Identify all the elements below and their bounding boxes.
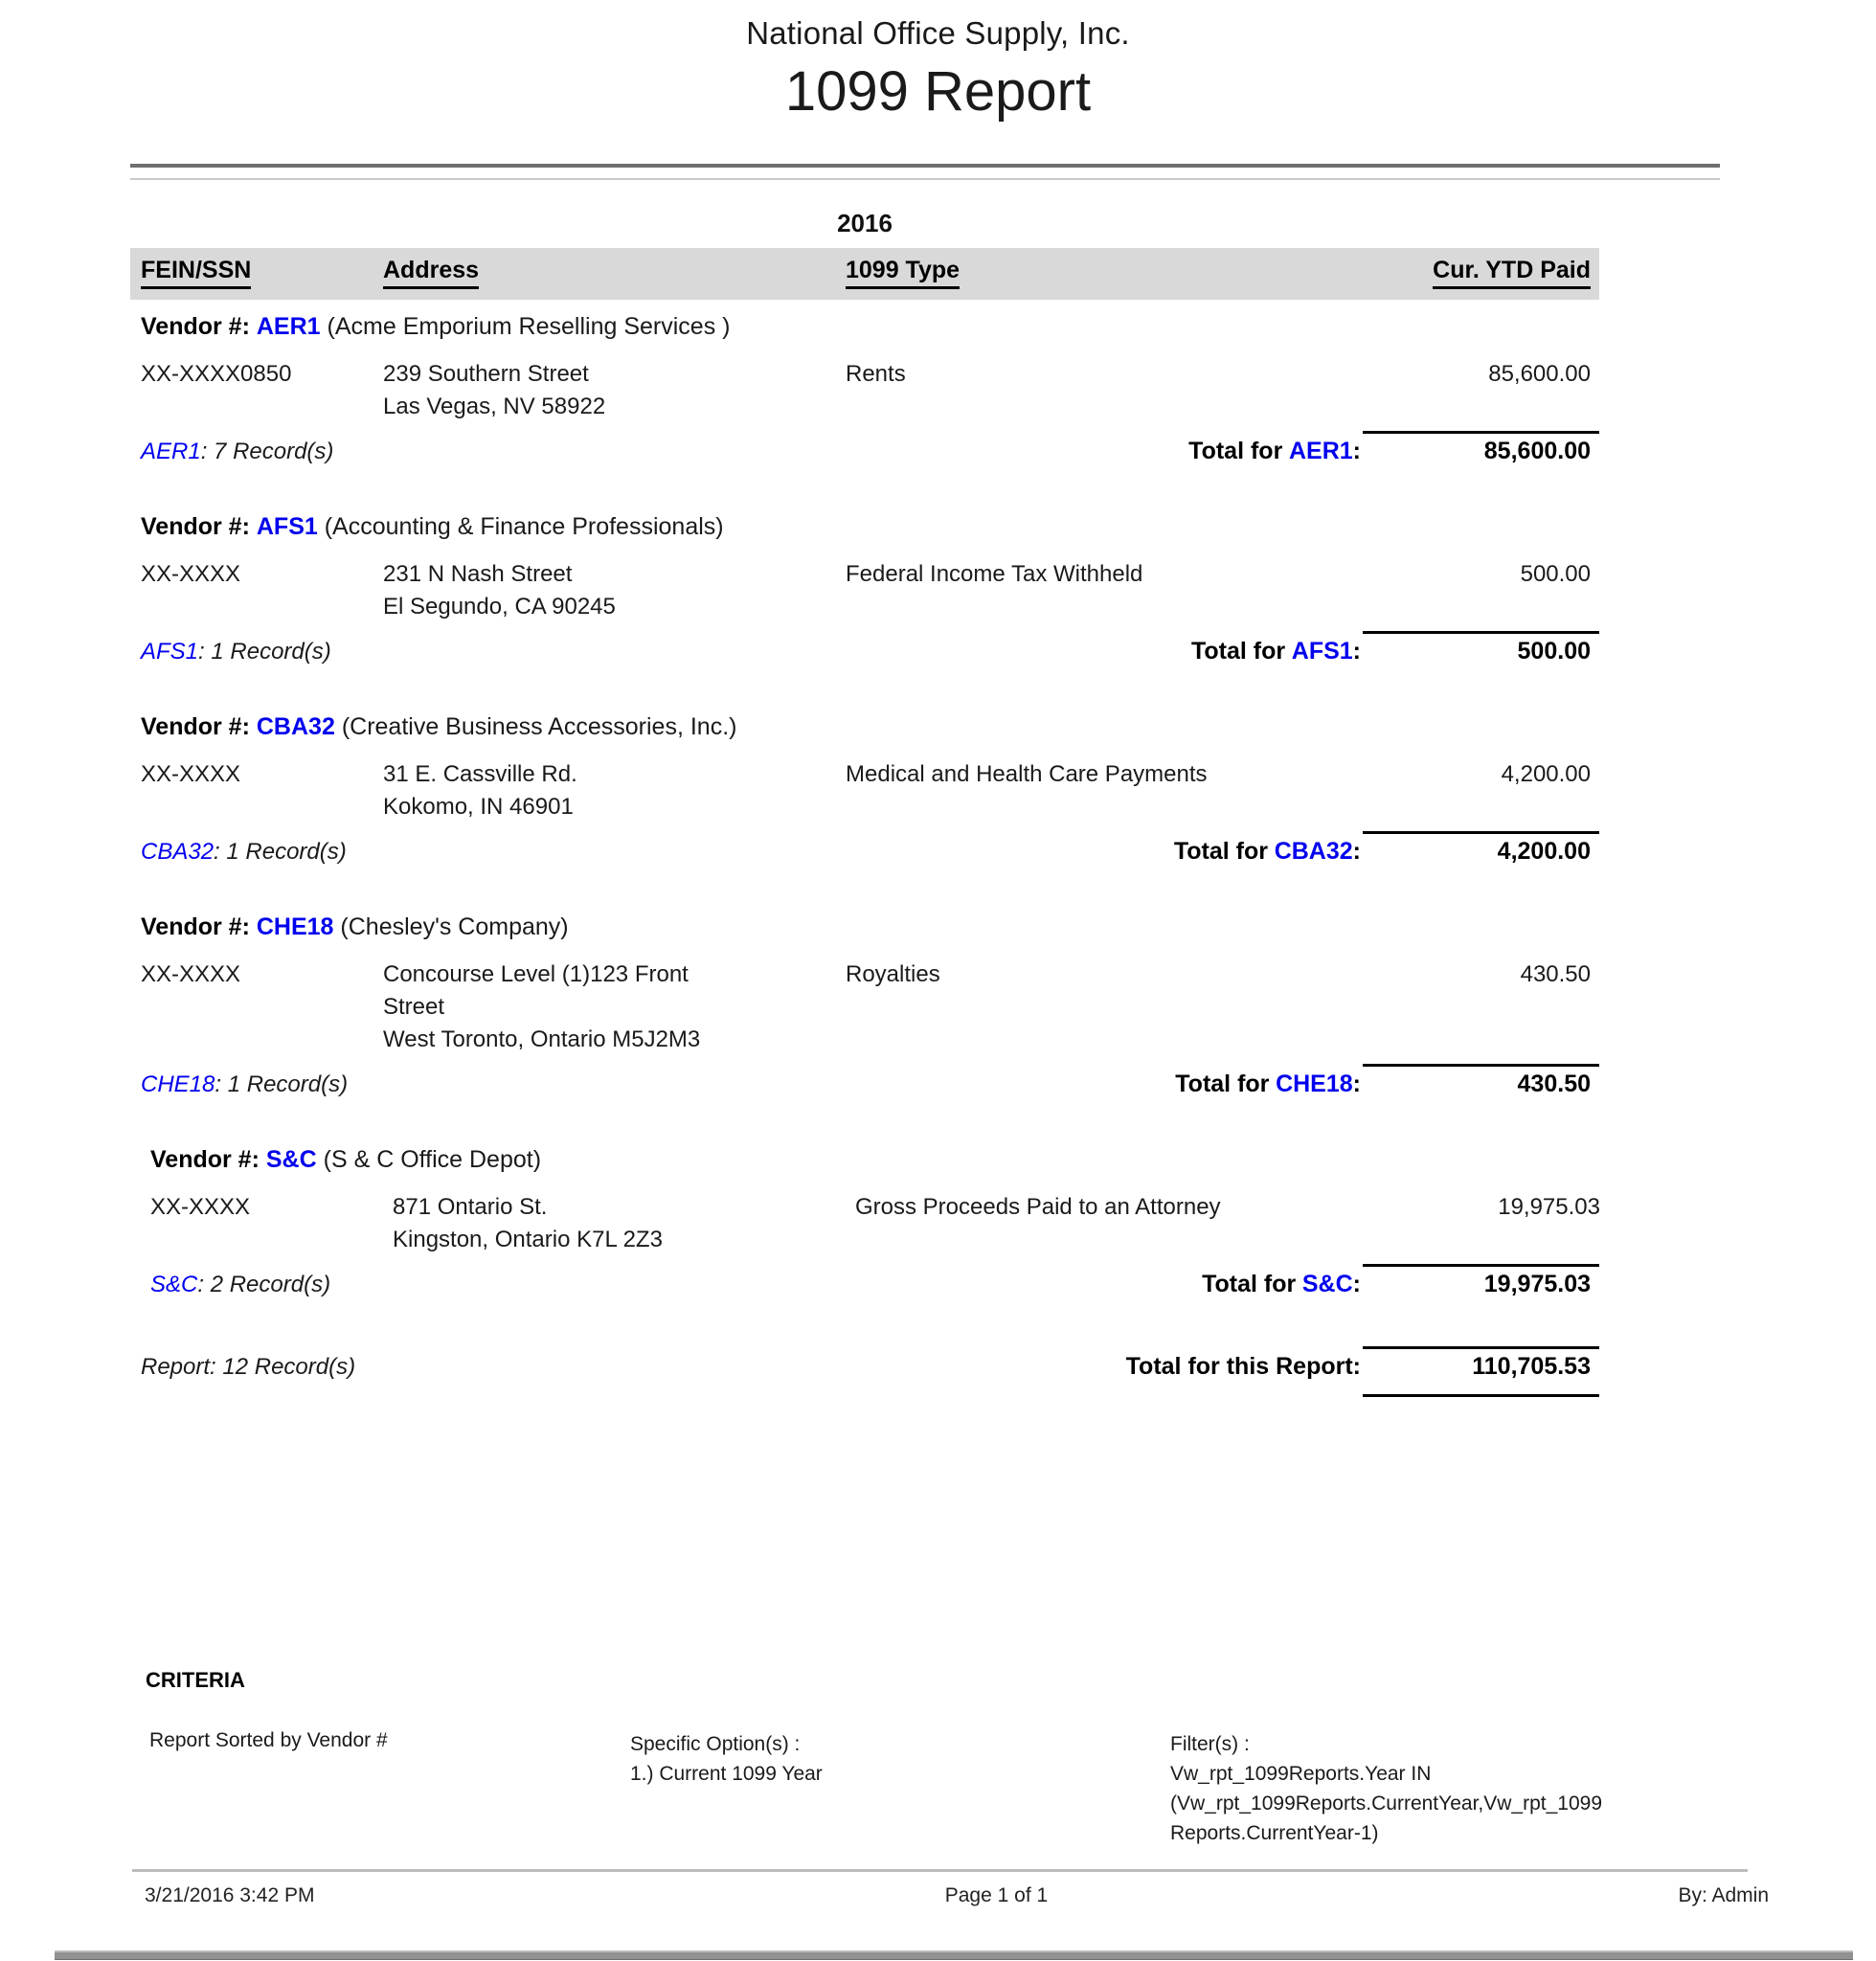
vendor-total-label: Total for S&C: (1202, 1271, 1361, 1297)
vendor-section (130, 513, 1599, 665)
vendor-total-row (140, 1271, 1599, 1298)
bottom-edge-bar (55, 1950, 1853, 1960)
vendor-code: S&C (265, 1146, 317, 1173)
row-1099-type: Royalties (846, 961, 940, 987)
column-header-fein: FEIN/SSN (130, 257, 383, 289)
vendor-total-row (130, 838, 1599, 866)
vendor-record-count: CHE18: 1 Record(s) (141, 1071, 349, 1097)
row-fein: XX-XXXX (141, 761, 241, 787)
row-1099-type: Gross Proceeds Paid to an Attorney (855, 1194, 1221, 1220)
vendor-name: (Chesley's Company) (340, 913, 569, 940)
vendor-total-row (130, 638, 1599, 665)
vendor-label: Vendor #: (141, 513, 250, 540)
report-total-label: Total for this Report: (1125, 1353, 1361, 1380)
report-record-count: Report: 12 Record(s) (141, 1354, 356, 1380)
column-header-type: 1099 Type (846, 257, 1369, 289)
vendor-heading (140, 1146, 1599, 1174)
row-fein: XX-XXXX0850 (141, 361, 292, 387)
criteria-filters (1170, 1729, 1620, 1848)
vendor-label: Vendor #: (150, 1146, 260, 1173)
total-rule (1363, 831, 1599, 834)
row-address: 31 E. Cassville Rd. Kokomo, IN 46901 (383, 761, 577, 820)
vendor-total-label: Total for AER1: (1188, 438, 1361, 464)
company-name: National Office Supply, Inc. (746, 15, 1130, 51)
footer-author: By: Admin (1678, 1884, 1769, 1906)
criteria-filter-line: (Vw_rpt_1099Reports.CurrentYear,Vw_rpt_1099 (1170, 1792, 1602, 1814)
vendor-total-amount: 4,200.00 (1497, 838, 1591, 865)
table-row (130, 958, 1599, 1056)
total-rule (1363, 431, 1599, 434)
vendor-code: AFS1 (256, 513, 318, 540)
total-rule (1363, 1264, 1599, 1267)
vendor-code: CHE18 (256, 913, 334, 940)
page-title: 1099 Report (784, 60, 1092, 123)
report-total-row (130, 1353, 1599, 1381)
column-header-paid: Cur. YTD Paid (1369, 257, 1599, 289)
vendor-total-row (130, 438, 1599, 465)
criteria-filter-line: Vw_rpt_1099Reports.Year IN (1170, 1763, 1432, 1785)
row-amount: 4,200.00 (1501, 761, 1591, 787)
criteria-filters-label: Filter(s) : (1170, 1733, 1250, 1755)
title-divider (130, 164, 1720, 180)
vendor-section (130, 713, 1599, 866)
divider-line-light (130, 178, 1720, 180)
column-header-address: Address (383, 257, 846, 289)
vendor-total-amount: 430.50 (1517, 1071, 1591, 1097)
row-amount: 19,975.03 (1498, 1194, 1600, 1220)
vendor-label: Vendor #: (141, 713, 250, 740)
vendor-total-amount: 19,975.03 (1483, 1271, 1591, 1297)
report-table (130, 209, 1599, 1397)
vendor-record-count: CBA32: 1 Record(s) (141, 839, 347, 865)
row-fein: XX-XXXX (141, 561, 241, 587)
vendor-section (130, 313, 1599, 465)
column-header-row (130, 248, 1599, 300)
table-row (140, 1191, 1599, 1256)
table-row (130, 758, 1599, 823)
row-fein: XX-XXXX (141, 961, 241, 987)
vendor-code: AER1 (256, 313, 321, 340)
vendor-section (130, 1146, 1599, 1298)
footer (132, 1884, 1769, 1907)
criteria-sorted-by: Report Sorted by Vendor # (149, 1729, 388, 1751)
vendor-total-label: Total for AFS1: (1190, 638, 1361, 665)
vendor-total-amount: 85,600.00 (1483, 438, 1591, 464)
row-1099-type: Rents (846, 361, 906, 387)
vendor-name: (Acme Emporium Reselling Services ) (327, 313, 731, 340)
table-row (130, 358, 1599, 423)
row-1099-type: Medical and Health Care Payments (846, 761, 1208, 787)
vendor-total-amount: 500.00 (1517, 638, 1591, 665)
vendor-total-row (130, 1071, 1599, 1098)
vendor-name: (Creative Business Accessories, Inc.) (341, 713, 737, 740)
vendor-label: Vendor #: (141, 313, 250, 340)
row-address: 239 Southern Street Las Vegas, NV 58922 (383, 361, 606, 419)
criteria-filter-line: Reports.CurrentYear-1) (1170, 1822, 1379, 1844)
vendor-name: (Accounting & Finance Professionals) (324, 513, 724, 540)
row-amount: 430.50 (1520, 961, 1591, 987)
criteria-options (630, 1729, 823, 1789)
footer-divider (132, 1869, 1748, 1872)
vendor-record-count: AER1: 7 Record(s) (141, 439, 334, 464)
footer-page-number: Page 1 of 1 (944, 1884, 1049, 1906)
row-address: 871 Ontario St. Kingston, Ontario K7L 2Z3 (393, 1194, 663, 1252)
vendor-heading (130, 713, 1599, 741)
vendor-heading (130, 913, 1599, 941)
criteria-heading: CRITERIA (146, 1668, 245, 1692)
total-rule (1363, 631, 1599, 634)
vendor-heading (130, 513, 1599, 541)
vendor-code: CBA32 (256, 713, 335, 740)
report-summary (130, 1346, 1599, 1397)
row-amount: 500.00 (1520, 561, 1591, 587)
criteria-option-1: 1.) Current 1099 Year (630, 1763, 823, 1785)
criteria-options-label: Specific Option(s) : (630, 1733, 801, 1755)
row-amount: 85,600.00 (1488, 361, 1591, 387)
vendor-name: (S & C Office Depot) (323, 1146, 542, 1173)
vendor-heading (130, 313, 1599, 341)
report-year: 2016 (837, 209, 893, 237)
report-closing-rule (1363, 1394, 1599, 1397)
vendor-record-count: S&C: 2 Record(s) (150, 1272, 331, 1297)
row-fein: XX-XXXX (150, 1194, 251, 1220)
report-total-rule (1363, 1346, 1599, 1349)
table-row (130, 558, 1599, 623)
vendor-total-label: Total for CHE18: (1175, 1071, 1361, 1097)
total-rule (1363, 1064, 1599, 1067)
row-address: 231 N Nash Street El Segundo, CA 90245 (383, 561, 616, 620)
row-address: Concourse Level (1)123 Front Street West Toronto, Ontario M5J2M3 (383, 961, 701, 1052)
divider-line-dark (130, 164, 1720, 168)
vendor-section (130, 913, 1599, 1098)
vendor-total-label: Total for CBA32: (1173, 838, 1361, 865)
report-total-amount: 110,705.53 (1472, 1353, 1591, 1380)
vendor-label: Vendor #: (141, 913, 250, 940)
vendor-record-count: AFS1: 1 Record(s) (141, 639, 331, 665)
row-1099-type: Federal Income Tax Withheld (846, 561, 1143, 587)
footer-datetime: 3/21/2016 3:42 PM (145, 1884, 315, 1906)
